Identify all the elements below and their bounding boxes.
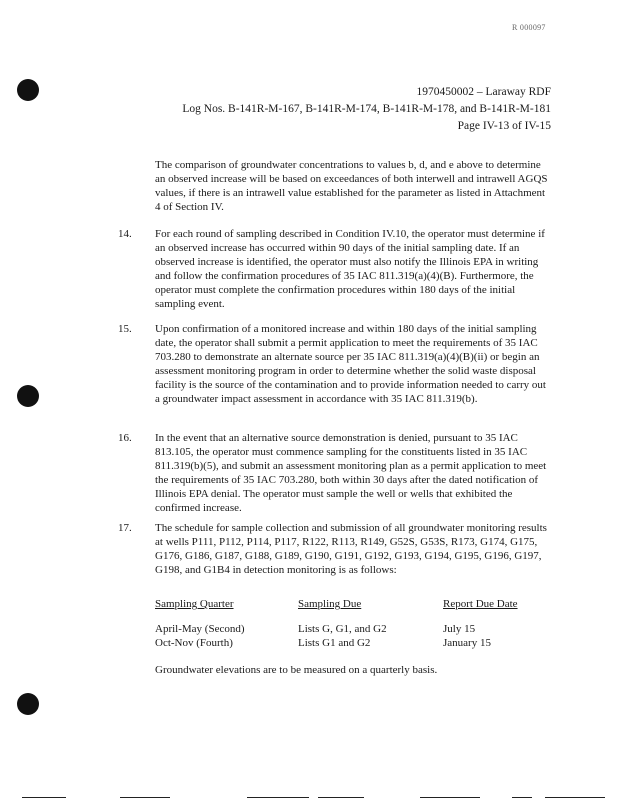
schedule-header-report-due: Report Due Date [443,598,518,610]
item-text: For each round of sampling described in Condition IV.10, the operator must determine if an observed increase has occurred within 90 days of the initial sampling date. If an observed increase is identified, the operator must also notify the Illinois EPA in writing and follow the confirmation procedures of 35 IAC 811.319(a)(4)(B). Furthermore, the operator must complete the confirmation procedures within 180 days of the initial sampling event. [155,228,545,310]
header-log-numbers: Log Nos. B-141R-M-167, B-141R-M-174, B-141R-M-178, and B-141R-M-181 [182,103,551,115]
footer-rule [545,797,605,798]
item-number: 17. [118,522,132,534]
punch-hole [17,79,39,101]
header-permit-line: 1970450002 – Laraway RDF [416,86,551,98]
item-text: The schedule for sample collection and submission of all groundwater monitoring results at wells P111, P112, P114, P117, R122, R113, R149, G52S, G53S, R173, G174, G175, G176, G186, G187, G188, G189, G190, G191, G192, G193, G194, G195, G196, G197, G198, and G1B4 in detection monitoring is as follows: [155,522,547,576]
item-number: 16. [118,432,132,444]
footer-rule [318,797,364,798]
item-text: In the event that an alternative source demonstration is denied, pursuant to 35 IAC 813.105, the operator must commence sampling for the constituents listed in 35 IAC 811.319(b)(5), and submit an assessment monitoring plan as a permit application to meet the requirements of 35 IAC 703.280, both within 30 days after the dated notification of Illinois EPA denial. The operator must sample the well or wells that exhibited the confirmed increase. [155,432,547,514]
footer-rule [22,797,66,798]
item-number: 15. [118,323,132,335]
schedule-cell: July 15 [443,623,476,635]
schedule-cell: January 15 [443,637,491,649]
header-page-number: Page IV-13 of IV-15 [457,120,551,132]
punch-hole [17,385,39,407]
schedule-header-sampling-due: Sampling Due [298,598,362,610]
item-text: Upon confirmation of a monitored increase and within 180 days of the initial sampling date, the operator shall submit a permit application to meet the requirements of 35 IAC 703.280 to demonstrate an alternate source per 35 IAC 811.319(a)(4)(B)(ii) or begin an assessment monitoring program in order to determine whether the solid waste disposal facility is the source of the contamination and to provide information needed to carry out a groundwater impact assessment in accordance with 35 IAC 811.319(b). [155,323,546,405]
intro-paragraph: The comparison of groundwater concentrations to values b, d, and e above to determine an observed increase will be based on exceedances of both interwell and intrawell AGQS values, if there is an intrawell value established for the parameter as listed in Attachment 4 of Section IV. [155,159,548,213]
footer-rule [247,797,309,798]
bates-number: R 000097 [512,23,546,32]
document-header [182,84,551,135]
footer-rule [120,797,170,798]
footer-rule [420,797,480,798]
closing-paragraph: Groundwater elevations are to be measured on a quarterly basis. [155,664,438,676]
schedule-cell: Lists G1 and G2 [298,637,371,649]
item-number: 14. [118,228,132,240]
punch-hole [17,693,39,715]
schedule-cell: April-May (Second) [155,623,245,635]
footer-rule [512,797,532,798]
schedule-cell: Oct-Nov (Fourth) [155,637,233,649]
schedule-header-quarter: Sampling Quarter [155,598,234,610]
schedule-cell: Lists G, G1, and G2 [298,623,387,635]
